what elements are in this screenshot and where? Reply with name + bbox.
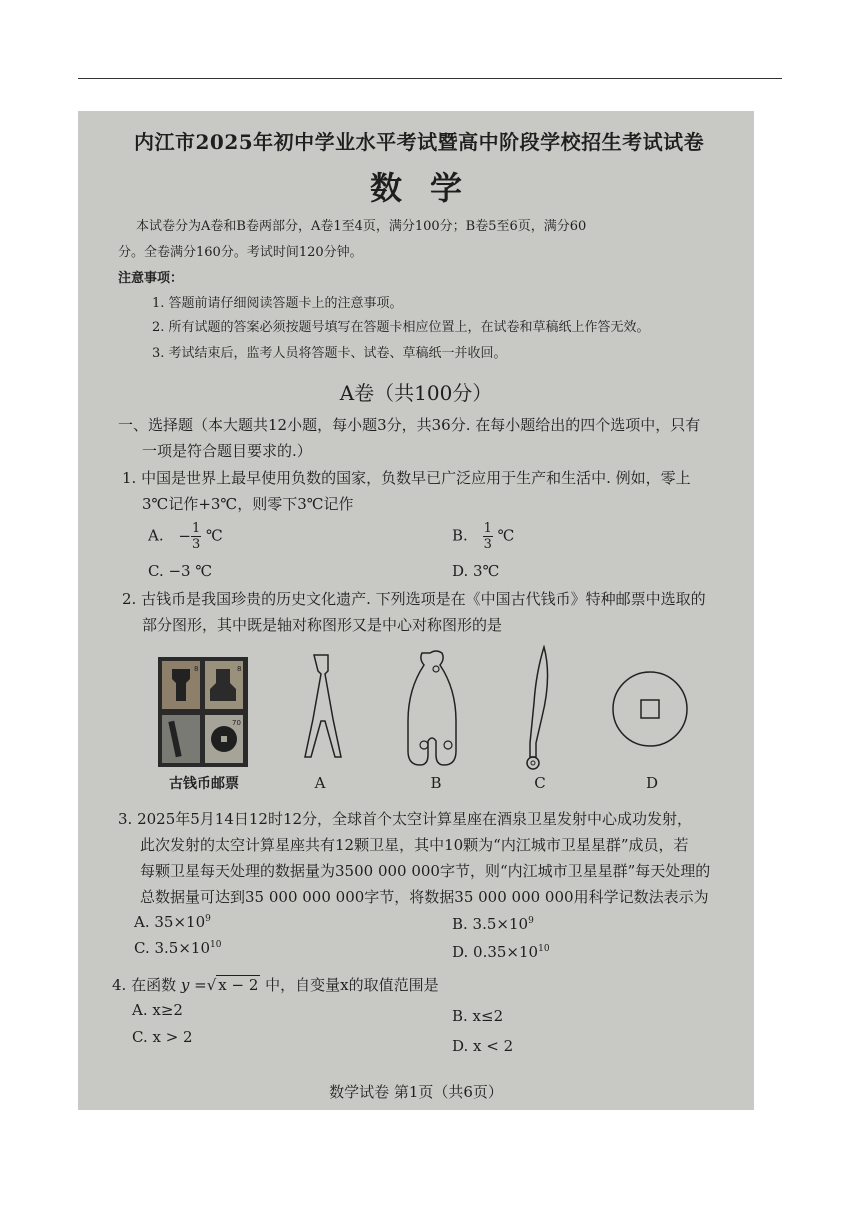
denominator: 3 [191, 537, 201, 552]
note-item-1: 1. 答题前请仔细阅读答题卡上的注意事项。 [152, 296, 403, 311]
q3-option-a [134, 913, 211, 931]
stamp-mark-3: 70 [232, 719, 241, 727]
exponent: 9 [205, 914, 211, 924]
stem-text: 中，自变量x的取值范围是 [265, 976, 439, 994]
part1-instruction-2: 一项是符合题目要求的.） [142, 442, 312, 460]
top-rule [78, 78, 782, 79]
q4-option-d: D. x < 2 [452, 1037, 514, 1055]
function-lhs: y = [180, 976, 207, 994]
subject-title: 数学 [369, 169, 490, 207]
minus-sign: − [178, 526, 191, 545]
note-item-3: 3. 考试结束后，监考人员将答题卡、试卷、草稿纸一并收回。 [152, 346, 507, 361]
stamp-sheet-image [158, 657, 248, 767]
sqrt-sign: √ [206, 976, 217, 994]
part1-instruction-1: 一、选择题（本大题共12小题，每小题3分，共36分. 在每小题给出的四个选项中，只有 [118, 416, 701, 434]
fraction [191, 522, 201, 551]
q4-option-a: A. x≥2 [132, 1001, 183, 1019]
unit: ℃ [206, 526, 223, 545]
q4-option-b: B. x≤2 [452, 1007, 504, 1025]
section-a-title: A卷（共100分） [339, 381, 493, 405]
numerator: 1 [483, 521, 492, 536]
exam-title: 内江市2025年初中学业水平考试暨高中阶段学校招生考试试卷 [134, 130, 705, 154]
coin-figure-c [518, 645, 558, 775]
coin-figure-a [292, 649, 352, 769]
stamp-caption: 古钱币邮票 [169, 776, 239, 792]
option-label: B. [452, 526, 468, 545]
option-text: D. 0.35×10 [452, 943, 539, 961]
q4-stem [112, 974, 439, 995]
exponent: 10 [538, 944, 550, 954]
q1-option-b [452, 522, 514, 551]
exponent: 10 [210, 940, 222, 950]
fraction [483, 522, 493, 551]
q1-option-d: D. 3℃ [452, 562, 500, 580]
exam-paper [78, 111, 754, 1110]
note-item-2: 2. 所有试题的答案必须按题号填写在答题卡相应位置上，在试卷和草稿纸上作答无效。 [152, 320, 650, 335]
figure-label-d: D [645, 774, 659, 792]
q4-option-c: C. x > 2 [132, 1028, 193, 1046]
coin-figure-b [406, 649, 466, 769]
option-text: A. 35×10 [134, 913, 206, 931]
q1-stem-1: 1. 中国是世界上最早使用负数的国家，负数早已广泛应用于生产和生活中. 例如，零上 [122, 469, 691, 487]
stamp-mark-2: 8 [237, 665, 242, 673]
option-text: C. 3.5×10 [134, 939, 210, 957]
figure-label-a: A [314, 774, 326, 792]
q1-option-c: C. −3 ℃ [148, 562, 213, 580]
q3-stem-1: 3. 2025年5月14日12时12分，全球首个太空计算星座在酒泉卫星发射中心成功发射， [118, 810, 693, 828]
q1-option-a [148, 522, 223, 551]
q3-stem-3: 每颗卫星每天处理的数据量为3500 000 000字节，则“内江城市卫星星群”每天处理的 [140, 862, 711, 880]
intro-line-1: 本试卷分为A卷和B卷两部分，A卷1至4页，满分100分；B卷5至6页，满分60 [136, 219, 587, 234]
stamp-mark-1: 8 [194, 665, 199, 673]
option-text: B. 3.5×10 [452, 915, 529, 933]
coin-figure-d [608, 667, 692, 751]
exponent: 9 [528, 916, 534, 926]
stem-text: 4. 在函数 [112, 976, 177, 994]
q3-option-b [452, 915, 534, 933]
denominator: 3 [483, 537, 492, 552]
unit: ℃ [497, 526, 515, 545]
numerator: 1 [191, 521, 201, 536]
q3-option-c [134, 939, 221, 957]
intro-line-2: 分。全卷满分160分。考试时间120分钟。 [118, 245, 363, 260]
figure-label-b: B [430, 774, 442, 792]
page-footer: 数学试卷 第1页（共6页） [329, 1083, 503, 1101]
q2-stem-1: 2. 古钱币是我国珍贵的历史文化遗产. 下列选项是在《中国古代钱币》特种邮票中选取的 [122, 590, 706, 608]
figure-label-c: C [534, 774, 546, 792]
q2-stem-2: 部分图形，其中既是轴对称图形又是中心对称图形的是 [142, 616, 503, 634]
option-label: A. [148, 526, 164, 545]
notes-heading: 注意事项： [118, 271, 184, 286]
q3-stem-4: 总数据量可达到35 000 000 000字节，将数据35 000 000 000用科学记数法表示为 [140, 888, 709, 906]
radicand: x − 2 [218, 976, 259, 994]
q3-option-d [452, 943, 550, 961]
q3-stem-2: 此次发射的太空计算星座共有12颗卫星，其中10颗为“内江城市卫星星群”成员，若 [140, 836, 689, 854]
q1-stem-2: 3℃记作+3℃，则零下3℃记作 [142, 495, 354, 513]
